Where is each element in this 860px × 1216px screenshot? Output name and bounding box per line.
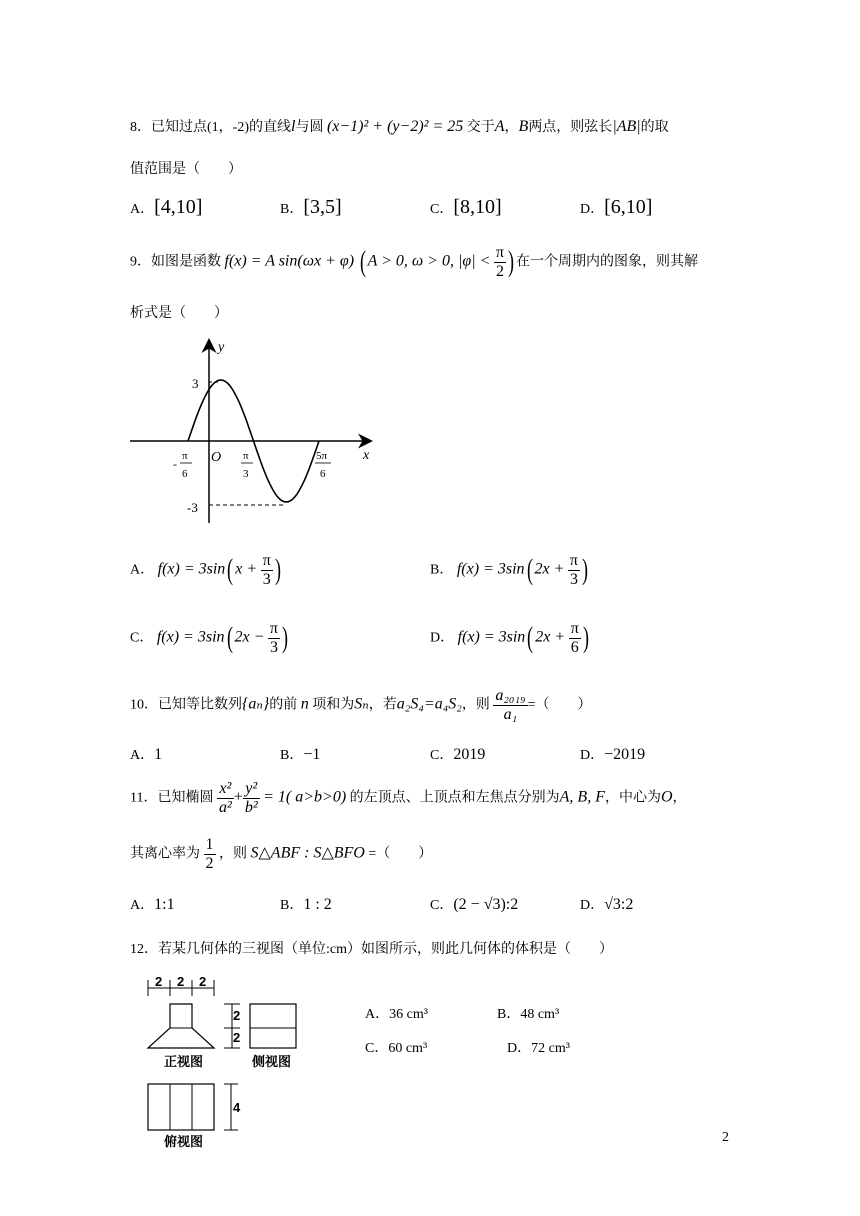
side-view-shape [250,1004,296,1048]
q10-text-d: ，若 [368,697,397,713]
option-func: f(x) = 3sin [156,628,225,646]
q8-sep: ， [504,120,519,135]
q11-o: O [660,788,673,806]
frac-num: y² [243,780,260,799]
option-label: D． [580,898,605,913]
q11-option-d [580,894,633,914]
paren-close: ) [582,621,589,655]
q11-option-b [280,894,332,914]
q8-line2: 值范围是（ ） [130,162,242,177]
x-axis-label: x [363,448,370,463]
q8-text-c: 交于 [466,120,495,135]
q8-option-b [280,196,342,219]
q9-text-b: 在一个周期内的图象，则其解 [515,254,698,270]
q8-option-d [580,196,652,219]
q11-text-a: 11．已知椭圆 [130,790,214,806]
q11-frac-y [243,780,260,816]
option-label: B． [280,748,304,763]
dim-label: 2 [155,974,163,989]
q11-ecc [204,836,216,872]
side-view-label: 侧视图 [252,1054,292,1069]
paren-close: ) [582,553,588,587]
option-label: C． [430,748,454,763]
option-value: 36 cm³ [389,1007,428,1022]
option-frac [569,620,581,656]
dim-label: 2 [199,974,207,989]
frac-num: x² [217,780,234,799]
q10-n: n [300,695,309,713]
option-label: C． [430,202,454,217]
frac-num: π [269,620,278,637]
q11-line2-b: ，则 [219,846,247,862]
option-value: 60 cm³ [388,1041,428,1056]
y-min-label: -3 [187,500,198,515]
q9-paren-open: ( [359,245,366,279]
paren-open: ( [527,621,534,655]
option-frac [268,620,280,656]
option-label: D． [430,630,455,646]
q9-text-a: 9．如图是函数 [130,254,221,270]
frac-num: π [495,244,504,261]
option-value: [6,10] [604,196,653,218]
q10-text-c: 项和为 [312,697,355,713]
q11-option-a [130,894,175,914]
q10-text-e: ，则 [461,697,490,713]
q8-point-b: B [518,118,529,135]
frac-num: 1 [205,836,214,853]
q9-option-a [130,552,283,588]
option-label: A． [130,562,155,578]
dim-label: 2 [233,1008,241,1023]
q11-text-b: 的左顶点、上顶点和左焦点分别为 [349,790,560,806]
front-view-label: 正视图 [164,1054,204,1069]
option-inner: 2x + [535,628,566,646]
q8-line-l: l [291,118,296,135]
frac-den: 3 [569,570,578,588]
option-label: D． [507,1041,532,1056]
y-max-label: 3 [192,376,199,391]
option-label: B． [280,898,304,913]
option-label: C． [130,630,154,646]
frac-num: π [570,620,579,637]
dim-label: 2 [233,1030,241,1045]
x-mid-num: π [243,450,249,462]
x-mid-den: 3 [243,468,249,480]
paren-close: ) [274,553,281,587]
option-inner: 2x − [234,628,265,646]
option-value: [4,10] [154,196,203,218]
option-frac [261,552,273,588]
q12-option-b [497,1003,559,1023]
q11-line2-c: =（ ） [368,846,433,862]
origin-label: O [211,450,222,465]
page-number: 2 [722,1130,729,1145]
front-view-shape [148,1004,214,1048]
option-label: B． [280,202,304,217]
q8-text-b: 与圆 [295,120,324,135]
option-value: [8,10] [453,196,502,218]
option-value: 48 cm³ [520,1007,560,1022]
q11-text-c: ，中心为 [604,790,661,806]
option-label: D． [580,748,605,763]
q11-line1 [130,780,687,816]
option-label: A． [130,898,155,913]
paren-open: ( [227,553,234,587]
q8-text-a: 8．已知过点(1，-2)的直线 [130,120,291,135]
option-func: f(x) = 3sin [457,628,526,646]
q8-option-a [130,196,202,219]
q10-sn: Sₙ [354,695,369,713]
plus: + [233,788,243,806]
option-value: [3,5] [303,196,342,218]
option-value: (2 − √3):2 [453,896,519,913]
q8-option-c [430,196,502,219]
q11-eq: = 1( a>b>0) [263,788,347,806]
x-right-den: 6 [320,468,326,480]
frac-num: a₂₀₁₉ [495,687,526,704]
q11-line2 [130,836,432,872]
frac-den: a₁ [503,705,518,723]
frac-num: π [569,552,578,569]
option-value: √3:2 [604,896,634,913]
dim-label: 4 [233,1100,241,1115]
option-inner: 2x + [534,560,565,578]
frac-den: b² [244,798,258,816]
q11-frac-x [217,780,234,816]
q8-chord-ab: |AB| [612,118,641,135]
q9-line1 [130,244,698,280]
frac-den: 3 [269,638,278,656]
option-value: 1:1 [154,896,175,913]
q11-text-d: ， [672,790,687,806]
option-value: 72 cm³ [531,1041,570,1056]
q10-seq: {aₙ} [242,695,270,713]
q12-option-d [507,1037,570,1057]
q11-option-c [430,894,518,914]
q10-option-a [130,744,162,764]
paren-close: ) [282,621,288,655]
frac-num: π [262,552,271,569]
q12-text: 12．若某几何体的三视图（单位:cm）如图所示，则此几何体的体积是（ ） [130,942,613,957]
q8-text-e: 的取 [640,120,669,135]
q8-circle-eq: (x−1)² + (y−2)² = 25 [326,118,464,135]
q9-option-c [130,620,290,656]
q8-line1 [130,116,669,136]
option-label: C． [365,1041,389,1056]
dim-label: 2 [177,974,185,989]
option-value: 2019 [453,746,486,763]
x-left-num: π [182,450,188,462]
top-view-label: 俯视图 [164,1134,204,1149]
option-label: A． [130,748,155,763]
q10-cond: a₂S₄=a₄S₂ [396,695,462,713]
paren-open: ( [226,621,233,655]
q9-cond-frac [494,244,506,280]
option-label: A． [365,1007,390,1022]
option-func: f(x) = 3sin [456,560,525,578]
q10-option-c [430,744,485,764]
q11-line2-a: 其离心率为 [130,846,200,862]
q9-func: f(x) = A sin(ωx + φ) [224,252,355,270]
frac-den: 2 [205,854,214,872]
q11-pts: A, B, F [559,788,605,806]
x-left-sign: - [173,457,177,471]
option-value: 1 [154,746,163,763]
option-value: −2019 [604,746,646,763]
q9-option-b [430,552,590,588]
q9-cond: A > 0, ω > 0, |φ| < [367,252,491,270]
option-frac [568,552,580,588]
q10-option-b [280,744,320,764]
q10-text-b: 的前 [269,697,298,713]
q9-option-d [430,620,591,656]
q12-three-views [140,972,310,1152]
q10-option-d [580,744,645,764]
top-view-shape [148,1084,214,1130]
q8-text-d: 两点，则弦长 [528,120,613,135]
q9-sine-graph [125,335,380,530]
paren-open: ( [526,553,533,587]
frac-den: a² [218,798,232,816]
option-label: A． [130,202,155,217]
frac-den: 3 [262,570,271,588]
option-label: C． [430,898,454,913]
frac-den: 2 [495,262,504,280]
option-value: −1 [303,746,321,763]
q8-point-a: A [494,118,505,135]
option-inner: x + [235,560,258,578]
q10-line1 [130,687,591,723]
option-label: B． [497,1007,521,1022]
q10-text-f: =（ ） [527,697,592,713]
q10-frac [493,687,527,723]
option-func: f(x) = 3sin [157,560,226,578]
option-label: D． [580,202,605,217]
frac-den: 6 [570,638,579,656]
q10-text-a: 10．已知等比数列 [130,697,242,713]
x-right-num: 5π [316,450,328,462]
option-label: B． [430,562,454,578]
q12-option-c [365,1037,427,1057]
q12-option-a [365,1003,428,1023]
q11-ratio: S△ABF : S△BFO [250,844,365,862]
q9-line2: 析式是（ ） [130,306,228,321]
option-value: 1 : 2 [303,896,332,913]
y-axis-label: y [218,340,225,355]
x-left-den: 6 [182,468,188,480]
q9-paren-close: ) [507,245,514,279]
